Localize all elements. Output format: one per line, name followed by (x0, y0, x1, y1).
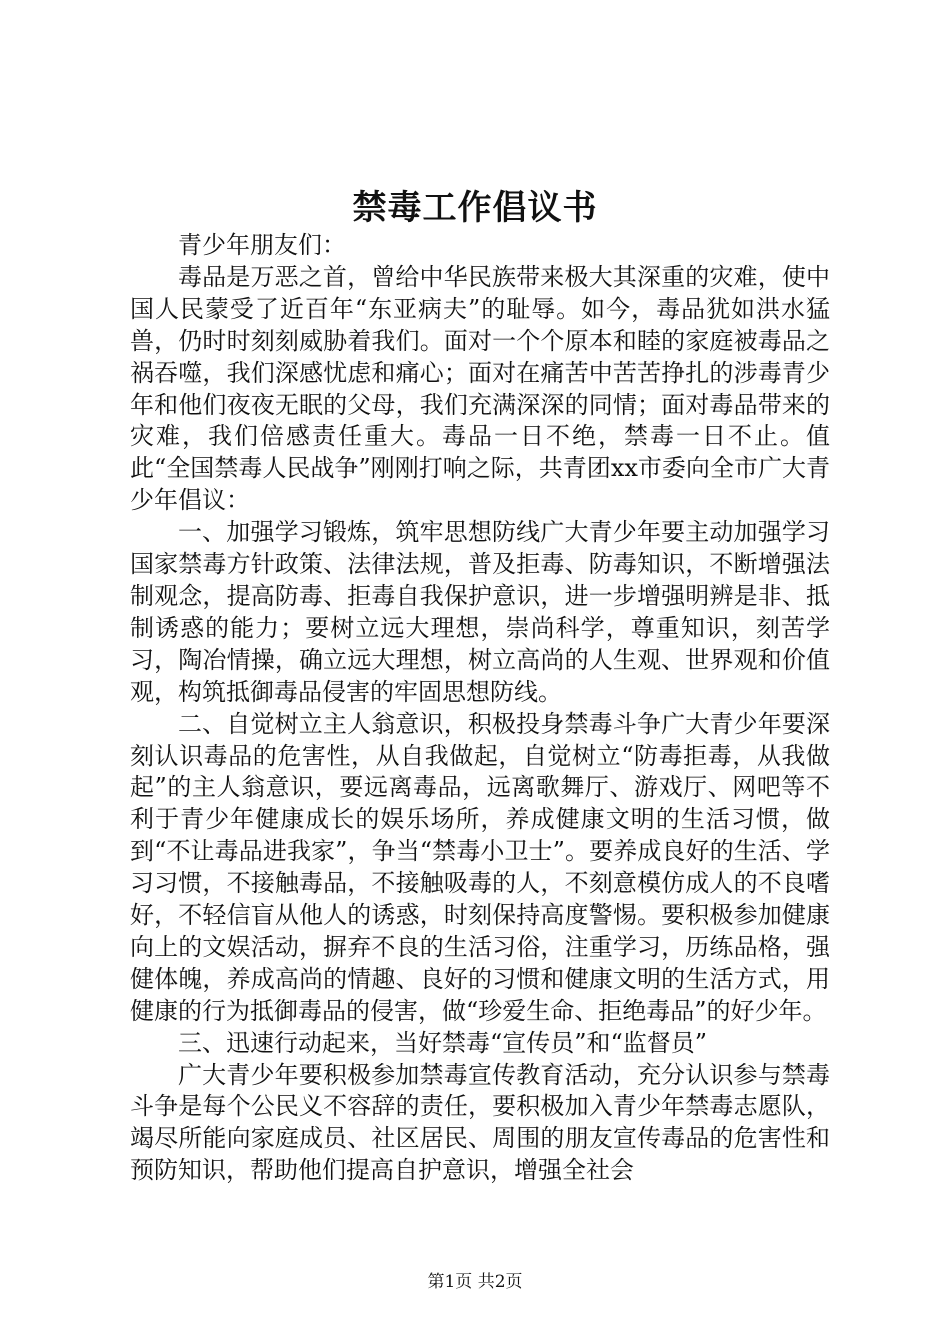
section-three-heading: 三、迅速行动起来，当好禁毒“宣传员”和“监督员” (178, 1028, 708, 1057)
salutation: 青少年朋友们： (178, 231, 346, 259)
page-number-footer: 第1页 共2页 (427, 1272, 523, 1292)
section-three-paragraph: 广大青少年要积极参加禁毒宣传教育活动，充分认识参与禁毒斗争是每个公民义不容辞的责任，要积极加入青少年禁毒志愿队，竭尽所能向家庭成员、社区居民、周围的朋友宣传毒品的危害性和预防知识，帮助他们提高自护意识，增强全社会 (130, 1060, 830, 1185)
document-title: 禁毒工作倡议书 (352, 188, 598, 228)
section-one-paragraph: 一、加强学习锻炼，筑牢思想防线广大青少年要主动加强学习国家禁毒方针政策、法律法规，普及拒毒、防毒知识，不断增强法制观念，提高防毒、拒毒自我保护意识，进一步增强明辨是非、抵制诱惑的能力；要树立远大理想，崇尚科学，尊重知识，刻苦学习，陶冶情操，确立远大理想，树立高尚的人生观、世界观和价值观，构筑抵御毒品侵害的牢固思想防线。 (130, 518, 830, 706)
section-two-paragraph: 二、自觉树立主人翁意识，积极投身禁毒斗争广大青少年要深刻认识毒品的危害性，从自我做起，自觉树立“防毒拒毒，从我做起”的主人翁意识，要远离毒品，远离歌舞厅、游戏厅、网吧等不利于青少年健康成长的娱乐场所，养成健康文明的生活习惯，做到“不让毒品进我家”，争当“禁毒小卫士”。要养成良好的生活、学习习惯，不接触毒品，不接触吸毒的人，不刻意模仿成人的不良嗜好，不轻信盲从他人的诱惑，时刻保持高度警惕。要积极参加健康向上的文娱活动，摒弃不良的生活习俗，注重学习，历练品格，强健体魄，养成高尚的情趣、良好的习惯和健康文明的生活方式，用健康的行为抵御毒品的侵害，做“珍爱生命、拒绝毒品”的好少年。 (130, 709, 830, 1025)
document-body (130, 230, 830, 1187)
intro-paragraph: 毒品是万恶之首，曾给中华民族带来极大其深重的灾难，使中国人民蒙受了近百年“东亚病夫”的耻辱。如今，毒品犹如洪水猛兽，仍时时刻刻威胁着我们。面对一个个原本和睦的家庭被毒品之祸吞噬，我们深感忧虑和痛心；面对在痛苦中苦苦挣扎的涉毒青少年和他们夜夜无眠的父母，我们充满深深的同情；面对毒品带来的灾难，我们倍感责任重大。毒品一日不绝，禁毒一日不止。值此“全国禁毒人民战争”刚刚打响之际，共青团xx市委向全市广大青少年倡议： (130, 262, 830, 515)
